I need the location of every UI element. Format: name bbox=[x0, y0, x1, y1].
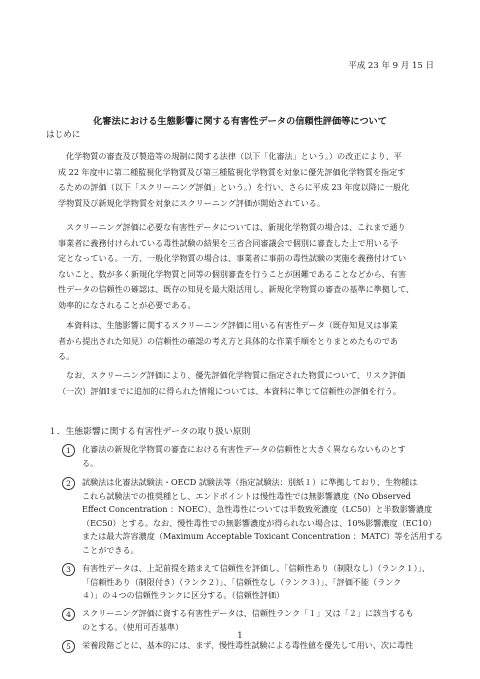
circled-number: 3 bbox=[62, 563, 75, 576]
paragraph-line: 成 22 年度中に第二種監視化学物質及び第三種監視化学物質を対象に優先評価化学物質を指定す bbox=[58, 166, 406, 177]
principle-line: ことができる。 bbox=[82, 544, 139, 555]
principle-line: （EC50）とする。なお、慢性毒性での無影響濃度が得られない場合は、10%影響濃度（EC10） bbox=[82, 517, 437, 528]
principle-line: ４）」の４つの信頼性ランクに区分する。（信頼性評価） bbox=[82, 590, 285, 601]
principle-line: スクリーニング評価に資する有害性データは、信頼性ランク「１」又は「２」に該当するも bbox=[82, 608, 414, 618]
principle-line: る。 bbox=[82, 457, 99, 468]
intro-paragraph-3 bbox=[58, 318, 434, 365]
paragraph-line: ないこと、数が多く新規化学物質と同等の個別審査を行うことが困難であることなどから、有害 bbox=[58, 268, 407, 279]
intro-paragraph-1 bbox=[58, 149, 434, 211]
paragraph-line: る。 bbox=[58, 351, 75, 362]
principle-line: Effect Concentration ：NOEC）、急性毒性については半数致死濃度（LC50）と半数影響濃度 bbox=[82, 504, 433, 515]
paragraph-line: 学物質及び新規化学物質を対象にスクリーニング評価が開始されている。 bbox=[58, 197, 325, 208]
intro-heading: はじめに bbox=[46, 130, 81, 140]
circled-number: 4 bbox=[62, 608, 75, 621]
paragraph-line: 事業者に義務付けられている毒性試験の結果を三省合同審議会で個別に審査した上で用いる予 bbox=[58, 237, 398, 248]
principle-line: 化審法の新規化学物質の審査における有害性データの信頼性と大きく異ならないものとす bbox=[82, 444, 406, 454]
circled-number: 2 bbox=[62, 477, 75, 490]
section-heading: １．生態影響に関する有害性データの取り扱い原則 bbox=[48, 427, 251, 437]
paragraph-line: 性データの信頼性の確認は、既存の知見を最大限活用し、新規化学物質の審査の基準に準拠して、 bbox=[58, 284, 414, 295]
circled-number: 1 bbox=[62, 444, 75, 457]
principle-line: 栄養段階ごとに、基本的には、まず、慢性毒性試験による毒性値を優先して用い、次に毒性 bbox=[82, 640, 414, 650]
document-date: 平成 23 年 9 月 15 日 bbox=[348, 61, 434, 71]
principle-line: 有害性データは、上記前提を踏まえて信頼性を評価し、｢信頼性あり（制限なし）（ランク１）｣、 bbox=[82, 563, 430, 573]
intro-paragraph-4 bbox=[58, 368, 434, 399]
paragraph-line: るための評価（以下「スクリーニング評価」という。）を行い、さらに平成 23 年度以降に一般化 bbox=[58, 182, 410, 193]
paragraph-line: 効率的になされることが必要である。 bbox=[58, 299, 196, 310]
paragraph-line: 化学物質の審査及び製造等の規制に関する法律（以下「化審法」という。）の改正により、平 bbox=[66, 151, 402, 161]
principle-line: のとする。（使用可否基準） bbox=[82, 621, 184, 632]
principle-line: 試験法は化審法試験法・OECD 試験法等（指定試験法：別紙１）に準拠しており、生物種は bbox=[82, 477, 418, 487]
principle-line: 「信頼性あり（制限付き）（ランク２）」、「信頼性なし（ランク３）」、「評価不能（ランク bbox=[82, 576, 402, 587]
principle-line: または最大許容濃度（Maximum Acceptable Toxicant Concentration ：MATC）等を活用する bbox=[82, 531, 443, 542]
circled-number: 5 bbox=[62, 640, 75, 653]
document-title: 化審法における生態影響に関する有害性データの信頼性評価等について bbox=[93, 116, 387, 127]
paragraph-line: 定となっている。一方、一般化学物質の場合は、事業者に事前の毒性試験の実施を義務付けてい bbox=[58, 253, 407, 264]
paragraph-line: スクリーニング評価に必要な有害性データについては、新規化学物質の場合は、これまで通り bbox=[66, 222, 406, 232]
intro-paragraph-2 bbox=[58, 220, 434, 314]
paragraph-line: （一次）評価Ⅰまでに追加的に得られた情報については、本資料に準じて信頼性の評価を行う。 bbox=[58, 385, 401, 396]
paragraph-line: 本資料は、生態影響に関するスクリーニング評価に用いる有害性データ（既存知見又は事業 bbox=[66, 320, 398, 330]
page-number: 1 bbox=[237, 631, 243, 641]
principle-line: これら試験法での推奨種とし、エンドポイントは慢性毒性では無影響濃度（No Observed bbox=[82, 490, 411, 501]
paragraph-line: なお、スクリーニング評価により、優先評価化学物質に指定された物質について、リスク評価 bbox=[66, 370, 406, 380]
paragraph-line: 者から提出された知見）の信頼性の確認の考え方と具体的な作業手順をとりまとめたものであ bbox=[58, 335, 398, 346]
